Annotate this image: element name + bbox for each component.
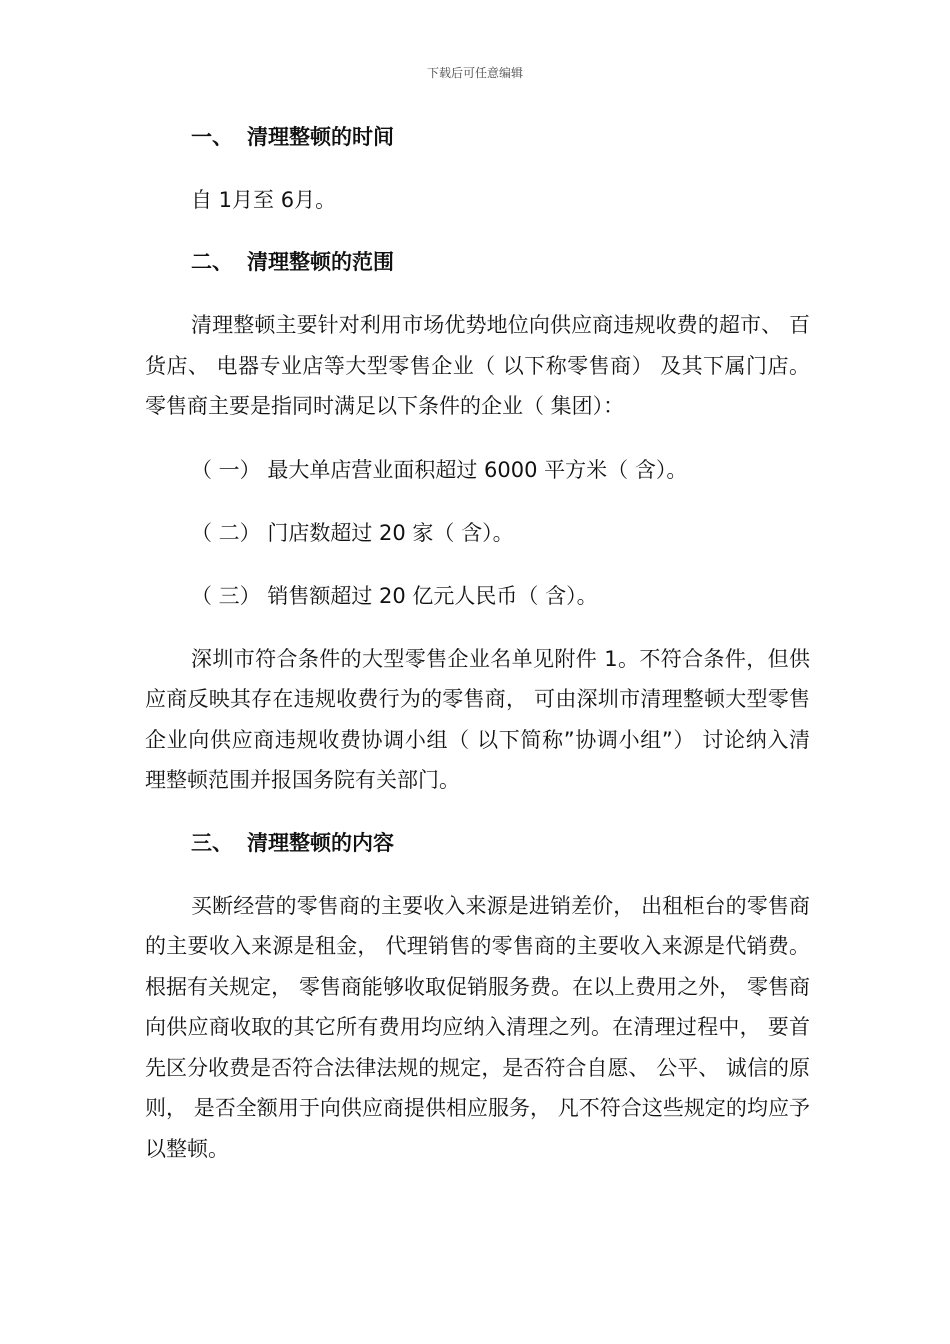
section-1-heading bbox=[145, 118, 810, 156]
section-2-title: 清理整顿的范围 bbox=[247, 250, 394, 274]
section-2-intro: 清理整顿主要针对利用市场优势地位向供应商违规收费的超市、 百货店、 电器专业店等大型零售企业（ 以下称零售商） 及其下属门店。零售商主要是指同时满足以下条件的企业（ 集团）： bbox=[145, 313, 810, 418]
page-header-note: 下载后可任意编辑 bbox=[426, 66, 523, 80]
document-body bbox=[145, 118, 810, 1169]
section-2-closing: 深圳市符合条件的大型零售企业名单见附件 1。不符合条件，但供应商反映其存在违规收费行为的零售商， 可由深圳市清理整顿大型零售企业向供应商违规收费协调小组（ 以下简称”协调小组”） 讨论纳入清理整顿范围并报国务院有关部门。 bbox=[145, 646, 810, 792]
section-3-number: 三、 bbox=[191, 830, 233, 855]
condition-item-3: （ 三） 销售额超过 20 亿元人民币（ 含）。 bbox=[191, 583, 598, 608]
condition-item-1: （ 一） 最大单店营业面积超过 6000 平方米（ 含）。 bbox=[191, 457, 688, 482]
section-2-heading bbox=[145, 243, 810, 281]
section-1-title: 清理整顿的时间 bbox=[247, 125, 394, 149]
section-3-heading bbox=[145, 824, 810, 862]
section-3-title: 清理整顿的内容 bbox=[247, 830, 394, 855]
section-2-number: 二、 bbox=[191, 250, 233, 274]
condition-item-2: （ 二） 门店数超过 20 家（ 含）。 bbox=[191, 520, 514, 545]
section-3-body: 买断经营的零售商的主要收入来源是进销差价， 出租柜台的零售商的主要收入来源是租金， 代理销售的零售商的主要收入来源是代销费。根据有关规定， 零售商能够收取促销服务费。在以上费用之外， 零售商向供应商收取的其它所有费用均应纳入清理之列。在清理过程中， 要首先区分收费是否符合法律法规的规定，是否符合自愿、 公平、 诚信的原则， 是否全额用于向供应商提供相应服务， 凡不符合这些规定的均应予以整顿。 bbox=[145, 893, 810, 1161]
section-1-number: 一、 bbox=[191, 125, 233, 149]
section-1-body: 自 1月至 6月。 bbox=[191, 188, 337, 212]
